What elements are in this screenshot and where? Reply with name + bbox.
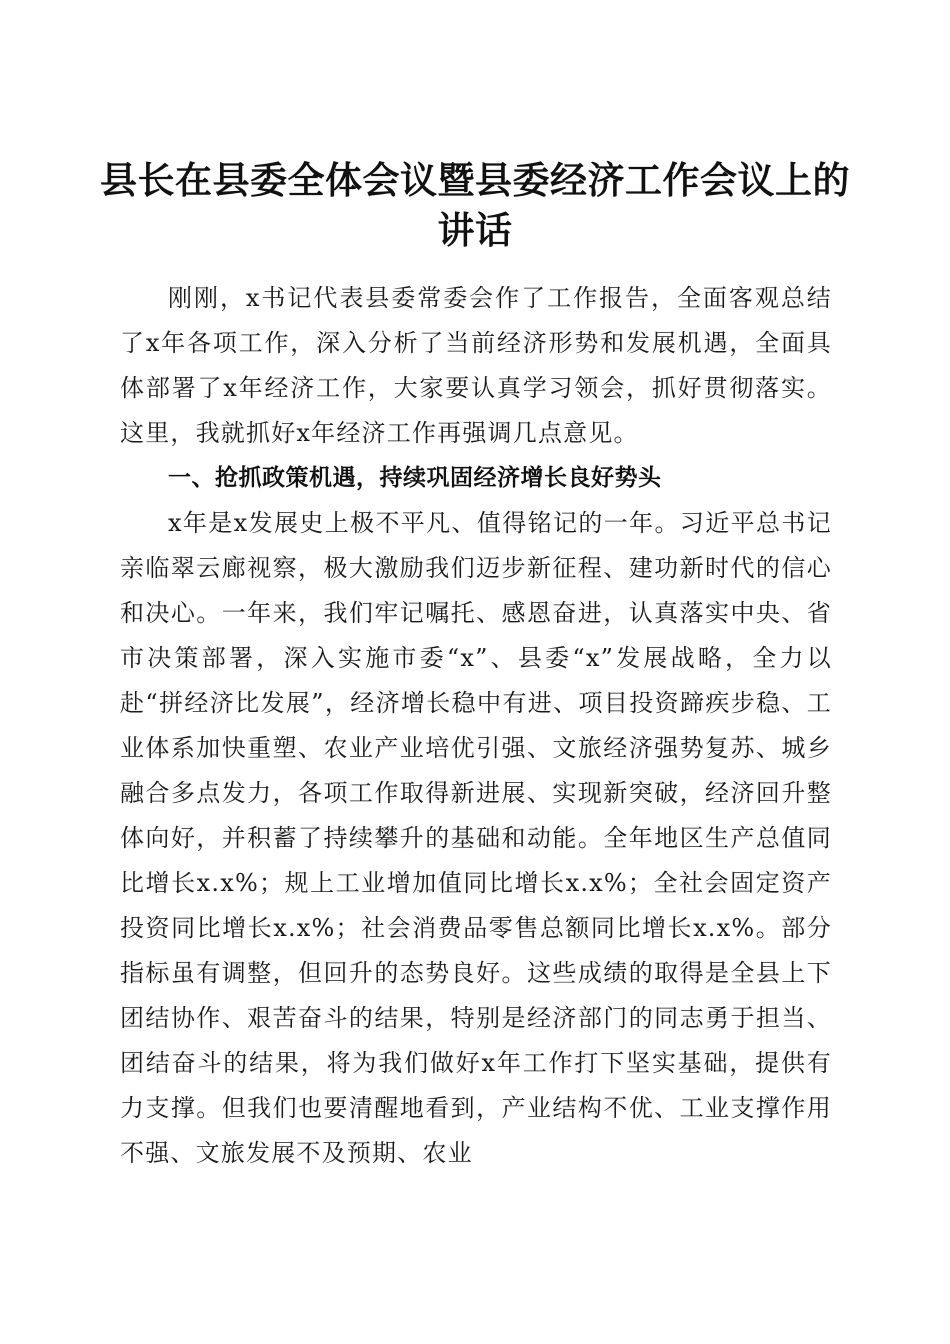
document-body <box>120 276 832 1176</box>
paragraph-intro: 刚刚，x书记代表县委常委会作了工作报告，全面客观总结了x年各项工作，深入分析了当前经济形势和发展机遇，全面具体部署了x年经济工作，大家要认真学习领会，抓好贯彻落实。这里，我就抓好x年经济工作再强调几点意见。 <box>120 284 832 447</box>
paragraph-section-1: x年是x发展史上极不平凡、值得铭记的一年。习近平总书记亲临翠云廊视察，极大激励我们迈步新征程、建功新时代的信心和决心。一年来，我们牢记嘱托、感恩奋进，认真落实中央、省市决策部署，深入实施市委“x”、县委“x”发展战略，全力以赴“拼经济比发展”，经济增长稳中有进、项目投资蹄疾步稳、工业体系加快重塑、农业产业培优引强、文旅经济强势复苏、城乡融合多点发力，各项工作取得新进展、实现新突破，经济回升整体向好，并积蓄了持续攀升的基础和动能。全年地区生产总值同比增长x.x%；规上工业增加值同比增长x.x%；全社会固定资产投资同比增长x.x%；社会消费品零售总额同比增长x.x%。部分指标虽有调整，但回升的态势良好。这些成绩的取得是全县上下团结协作、艰苦奋斗的结果，特别是经济部门的同志勇于担当、团结奋斗的结果，将为我们做好x年工作打下坚实基础，提供有力支撑。但我们也要清醒地看到，产业结构不优、工业支撑作用不强、文旅发展不及预期、农业 <box>120 509 832 1167</box>
section-heading-1: 一、抢抓政策机遇，持续巩固经济增长良好势头 <box>168 465 662 491</box>
document-title: 县长在县委全体会议暨县委经济工作会议上的讲话 <box>100 157 850 252</box>
